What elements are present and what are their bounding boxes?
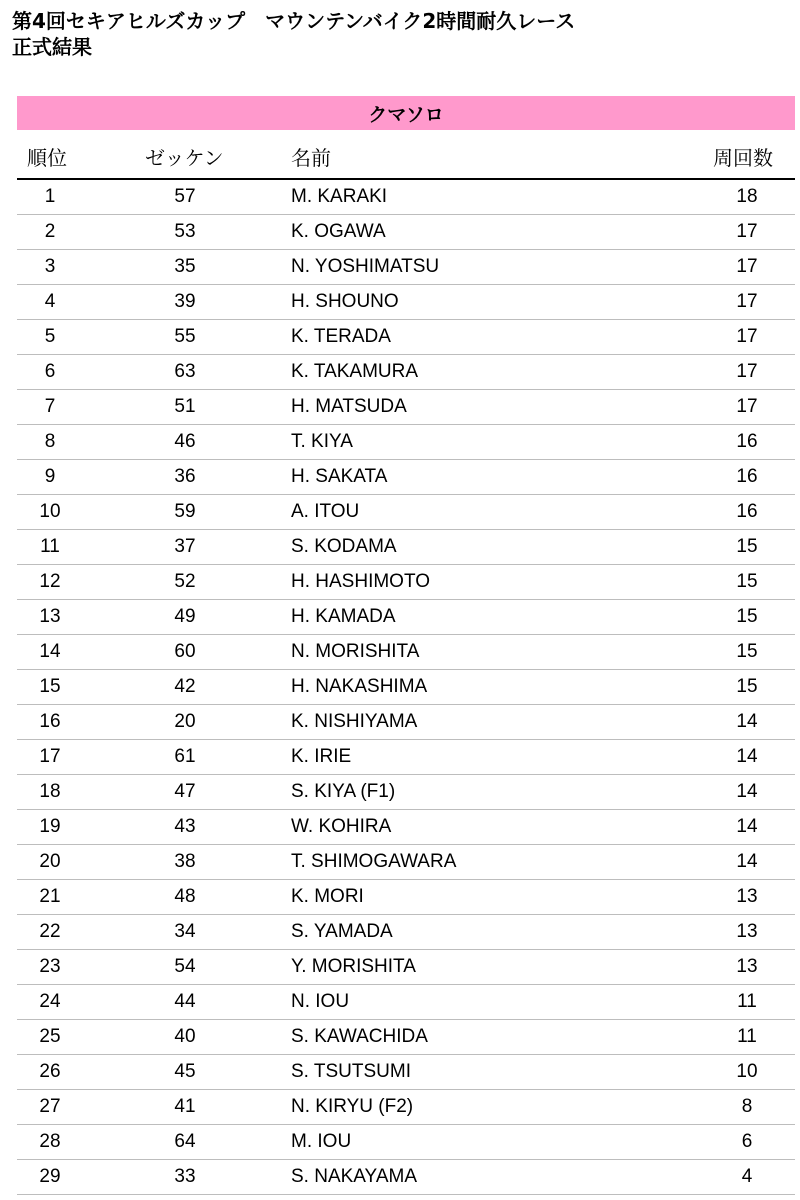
name-cell: Y. MORISHITA	[291, 956, 416, 977]
name-cell: M. IOU	[291, 1131, 352, 1152]
laps-cell: 15	[736, 606, 758, 627]
rank-cell: 24	[39, 991, 61, 1012]
laps-cell: 11	[737, 991, 757, 1012]
table-row	[17, 810, 795, 845]
table-row	[17, 425, 795, 460]
bib-cell: 59	[174, 501, 196, 522]
laps-cell: 16	[736, 431, 758, 452]
column-header-bib: ゼッケン	[145, 146, 224, 170]
rank-cell: 15	[39, 676, 61, 697]
name-cell: S. YAMADA	[291, 921, 393, 942]
laps-cell: 10	[736, 1061, 758, 1082]
name-cell: H. NAKASHIMA	[291, 676, 428, 697]
laps-cell: 17	[736, 361, 758, 382]
rank-cell: 14	[39, 641, 61, 662]
bib-cell: 33	[174, 1166, 196, 1187]
table-row	[17, 530, 795, 565]
table-row	[17, 705, 795, 740]
table-row	[17, 355, 795, 390]
table-row	[17, 180, 795, 215]
laps-cell: 15	[736, 641, 758, 662]
table-row	[17, 1020, 795, 1055]
laps-cell: 17	[736, 221, 758, 242]
laps-cell: 11	[737, 1026, 757, 1047]
name-cell: N. MORISHITA	[291, 641, 420, 662]
name-cell: K. IRIE	[291, 746, 352, 767]
name-cell: N. IOU	[291, 991, 350, 1012]
rank-cell: 18	[39, 781, 61, 802]
table-header-row	[17, 134, 795, 180]
laps-cell: 14	[736, 816, 758, 837]
bib-cell: 64	[174, 1131, 196, 1152]
column-header-rank: 順位	[27, 146, 67, 170]
bib-cell: 60	[174, 641, 196, 662]
bib-cell: 54	[174, 956, 196, 977]
bib-cell: 45	[174, 1061, 196, 1082]
laps-cell: 17	[736, 291, 758, 312]
rank-cell: 2	[44, 221, 56, 242]
name-cell: S. NAKAYAMA	[291, 1166, 417, 1187]
rank-cell: 13	[39, 606, 61, 627]
table-row	[17, 1090, 795, 1125]
name-cell: H. SAKATA	[291, 466, 388, 487]
table-row	[17, 635, 795, 670]
rank-cell: 28	[39, 1131, 61, 1152]
bib-cell: 55	[174, 326, 196, 347]
table-row	[17, 740, 795, 775]
table-row	[17, 285, 795, 320]
bib-cell: 51	[174, 396, 196, 417]
bib-cell: 39	[174, 291, 196, 312]
category-header: クマソロ	[17, 96, 795, 130]
title-line-results: 正式結果	[12, 35, 92, 59]
rank-cell: 20	[39, 851, 61, 872]
rank-cell: 17	[39, 746, 61, 767]
rank-cell: 23	[39, 956, 61, 977]
rank-cell: 6	[44, 361, 56, 382]
name-cell: H. KAMADA	[291, 606, 396, 627]
bib-cell: 57	[174, 186, 196, 207]
table-row	[17, 1160, 795, 1195]
laps-cell: 14	[736, 746, 758, 767]
laps-cell: 8	[741, 1096, 753, 1117]
rank-cell: 19	[39, 816, 61, 837]
bib-cell: 36	[174, 466, 196, 487]
name-cell: H. MATSUDA	[291, 396, 407, 417]
laps-cell: 6	[741, 1131, 753, 1152]
name-cell: S. KAWACHIDA	[291, 1026, 428, 1047]
name-cell: K. NISHIYAMA	[291, 711, 418, 732]
laps-cell: 13	[736, 956, 758, 977]
rank-cell: 12	[39, 571, 61, 592]
laps-cell: 16	[736, 466, 758, 487]
bib-cell: 38	[174, 851, 196, 872]
table-row	[17, 775, 795, 810]
table-row	[17, 565, 795, 600]
rank-cell: 26	[39, 1061, 61, 1082]
name-cell: N. KIRYU (F2)	[291, 1096, 414, 1117]
name-cell: K. OGAWA	[291, 221, 386, 242]
laps-cell: 18	[736, 186, 758, 207]
rank-cell: 8	[44, 431, 56, 452]
bib-cell: 37	[174, 536, 196, 557]
name-cell: H. HASHIMOTO	[291, 571, 430, 592]
rank-cell: 5	[44, 326, 56, 347]
bib-cell: 48	[174, 886, 196, 907]
laps-cell: 15	[736, 571, 758, 592]
column-header-name: 名前	[291, 146, 331, 170]
bib-cell: 53	[174, 221, 196, 242]
rank-cell: 7	[44, 396, 56, 417]
laps-cell: 17	[736, 326, 758, 347]
name-cell: H. SHOUNO	[291, 291, 399, 312]
bib-cell: 61	[174, 746, 196, 767]
table-body	[17, 180, 795, 1195]
rank-cell: 4	[44, 291, 56, 312]
column-header-laps: 周回数	[713, 146, 773, 170]
rank-cell: 3	[44, 256, 56, 277]
bib-cell: 40	[174, 1026, 196, 1047]
table-row	[17, 880, 795, 915]
rank-cell: 27	[39, 1096, 61, 1117]
rank-cell: 22	[39, 921, 61, 942]
bib-cell: 43	[174, 816, 196, 837]
laps-cell: 15	[736, 536, 758, 557]
laps-cell: 17	[736, 396, 758, 417]
laps-cell: 14	[736, 851, 758, 872]
rank-cell: 1	[44, 186, 56, 207]
bib-cell: 44	[174, 991, 196, 1012]
name-cell: A. ITOU	[291, 501, 360, 522]
table-row	[17, 670, 795, 705]
rank-cell: 16	[39, 711, 61, 732]
bib-cell: 47	[174, 781, 196, 802]
table-row	[17, 390, 795, 425]
bib-cell: 63	[174, 361, 196, 382]
name-cell: S. TSUTSUMI	[291, 1061, 411, 1082]
laps-cell: 14	[736, 711, 758, 732]
bib-cell: 41	[174, 1096, 196, 1117]
table-row	[17, 320, 795, 355]
laps-cell: 4	[741, 1166, 753, 1187]
bib-cell: 52	[174, 571, 196, 592]
document-title	[12, 8, 792, 60]
bib-cell: 34	[174, 921, 196, 942]
bib-cell: 20	[174, 711, 196, 732]
bib-cell: 46	[174, 431, 196, 452]
table-row	[17, 460, 795, 495]
name-cell: K. TERADA	[291, 326, 391, 347]
bib-cell: 49	[174, 606, 196, 627]
rank-cell: 21	[39, 886, 61, 907]
bib-cell: 35	[174, 256, 196, 277]
name-cell: S. KODAMA	[291, 536, 397, 557]
bib-cell: 42	[174, 676, 196, 697]
rank-cell: 11	[40, 536, 60, 557]
laps-cell: 16	[736, 501, 758, 522]
laps-cell: 13	[736, 886, 758, 907]
results-table	[17, 134, 795, 1195]
laps-cell: 15	[736, 676, 758, 697]
table-row	[17, 215, 795, 250]
rank-cell: 25	[39, 1026, 61, 1047]
laps-cell: 17	[736, 256, 758, 277]
rank-cell: 29	[39, 1166, 61, 1187]
name-cell: W. KOHIRA	[291, 816, 392, 837]
name-cell: N. YOSHIMATSU	[291, 256, 440, 277]
laps-cell: 13	[736, 921, 758, 942]
name-cell: T. KIYA	[291, 431, 353, 452]
title-line-event: 第4回セキアヒルズカップ マウンテンバイク2時間耐久レース	[12, 9, 576, 33]
table-row	[17, 915, 795, 950]
table-row	[17, 950, 795, 985]
table-row	[17, 600, 795, 635]
rank-cell: 10	[39, 501, 61, 522]
name-cell: M. KARAKI	[291, 186, 388, 207]
table-row	[17, 1125, 795, 1160]
table-row	[17, 250, 795, 285]
table-row	[17, 985, 795, 1020]
rank-cell: 9	[44, 466, 56, 487]
table-row	[17, 495, 795, 530]
name-cell: T. SHIMOGAWARA	[291, 851, 457, 872]
laps-cell: 14	[736, 781, 758, 802]
name-cell: K. MORI	[291, 886, 364, 907]
table-row	[17, 845, 795, 880]
name-cell: K. TAKAMURA	[291, 361, 419, 382]
table-row	[17, 1055, 795, 1090]
name-cell: S. KIYA (F1)	[291, 781, 396, 802]
